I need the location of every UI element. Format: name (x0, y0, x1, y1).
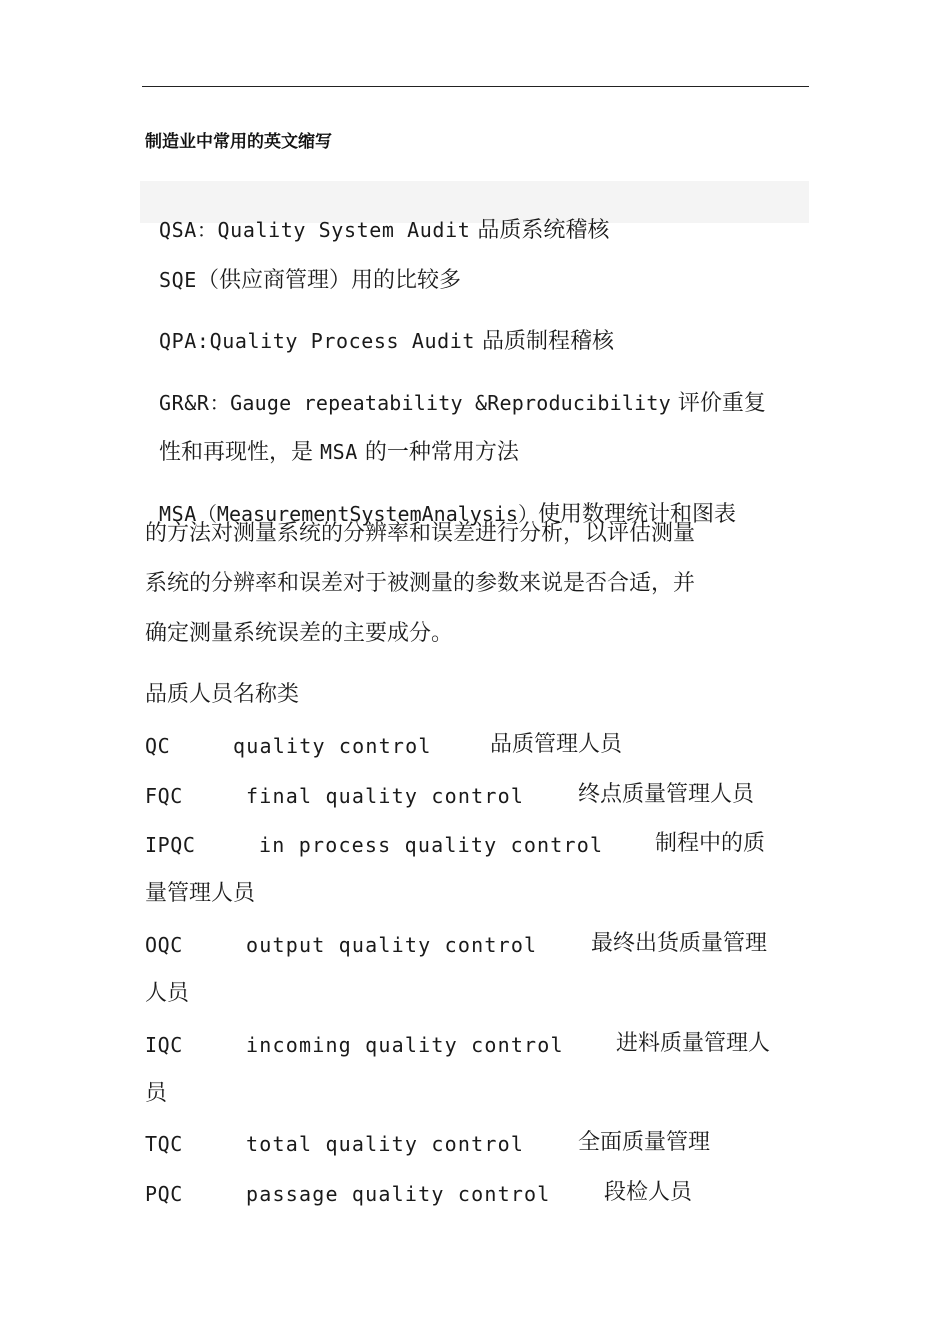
sqe-code: SQE (159, 268, 197, 292)
paragraph-qpa (145, 296, 614, 357)
grr-line2-code: MSA (320, 440, 358, 464)
qsa-zh: 品质系统稽核 (470, 218, 610, 243)
qsa-term: Quality System Audit (217, 218, 471, 242)
role-abbr: IQC (145, 1033, 183, 1057)
grr-line2-a: 性和再现性，是 (159, 440, 320, 465)
role-en: passage quality control (246, 1182, 551, 1206)
section-title: 品质人员名称类 (145, 682, 300, 707)
role-abbr: IPQC (145, 833, 196, 857)
msa-term: （MeasurementSystemAnalysis） (196, 502, 538, 526)
paragraph-sqe (145, 235, 461, 296)
qsa-code: QSA： (159, 218, 218, 242)
header-rule (142, 86, 809, 87)
role-abbr: PQC (145, 1182, 183, 1206)
role-zh-continued: 人员 (145, 981, 190, 1006)
role-abbr: OQC (145, 933, 183, 957)
qpa-code: QPA: (159, 329, 210, 353)
role-zh: 全面质量管理 (578, 1130, 711, 1155)
role-zh: 制程中的质 (655, 831, 766, 856)
paragraph-msa-line4: 确定测量系统误差的主要成分。 (145, 621, 454, 646)
role-en: total quality control (246, 1132, 525, 1156)
role-en: quality control (233, 734, 432, 758)
role-en: final quality control (246, 784, 525, 808)
role-zh: 终点质量管理人员 (578, 782, 755, 807)
role-en: in process quality control (259, 833, 604, 857)
sqe-zh: （供应商管理）用的比较多 (196, 268, 461, 293)
paragraph-msa-line3: 系统的分辨率和误差对于被测量的参数来说是否合适，并 (145, 571, 696, 596)
role-abbr: TQC (145, 1132, 183, 1156)
role-abbr: FQC (145, 784, 183, 808)
qpa-zh: 品质制程稽核 (475, 329, 615, 354)
role-abbr: QC (145, 734, 171, 758)
role-en: incoming quality control (246, 1033, 564, 1057)
role-en: output quality control (246, 933, 538, 957)
role-zh: 品质管理人员 (490, 732, 623, 757)
role-zh: 进料质量管理人 (616, 1031, 771, 1056)
qpa-term: Quality Process Audit (209, 329, 476, 353)
grr-code: GR&R： (159, 391, 231, 415)
msa-code: MSA (159, 502, 197, 526)
grr-line2-b: 的一种常用方法 (357, 440, 519, 465)
grr-zh1: 评价重复 (677, 391, 766, 416)
document-title: 制造业中常用的英文缩写 (145, 132, 332, 152)
role-zh: 最终出货质量管理 (591, 931, 768, 956)
role-zh: 段检人员 (604, 1180, 693, 1205)
paragraph-msa-line2: 的方法对测量系统的分辨率和误差进行分析，以评估测量 (145, 521, 696, 546)
role-zh-continued: 员 (145, 1081, 168, 1106)
grr-term: Gauge repeatability &Reproducibility (230, 391, 671, 415)
paragraph-grr-line2 (145, 407, 519, 468)
msa-line1-zh: 使用数理统计和图表 (537, 502, 736, 527)
role-zh-continued: 量管理人员 (145, 881, 256, 906)
